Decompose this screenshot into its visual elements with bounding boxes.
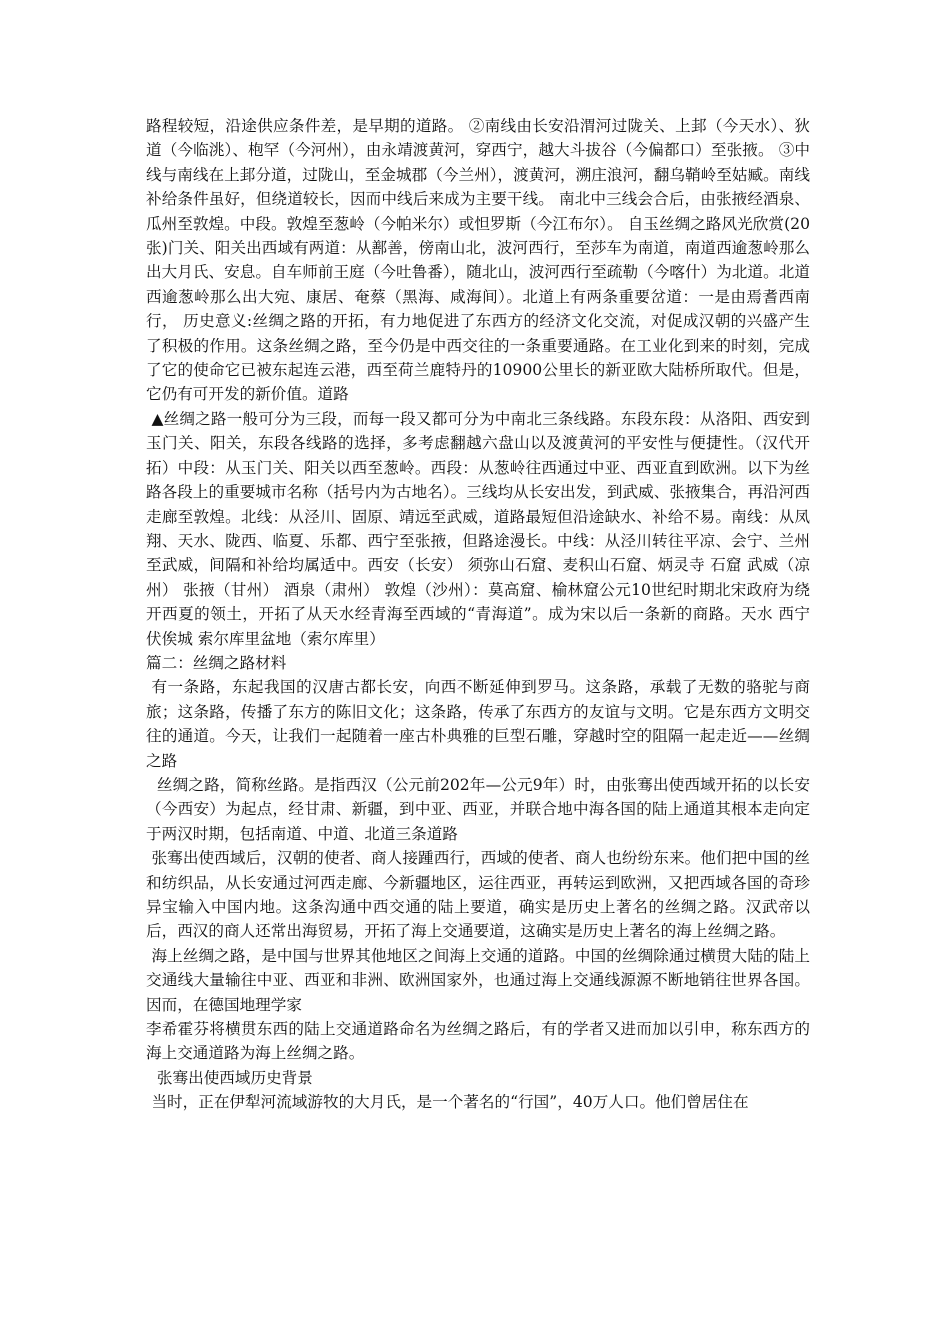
section-heading: 篇二：丝绸之路材料 (146, 653, 287, 672)
subheading: 张骞出使西域历史背景 (156, 1068, 313, 1087)
paragraph-8: 当时，正在伊犁河流域游牧的大月氏，是一个著名的“行国”，40万人口。他们曾居住在 (151, 1093, 749, 1112)
document-body (146, 114, 810, 1115)
paragraph-1: 路程较短，沿途供应条件差，是早期的道路。 ②南线由长安沿渭河过陇关、上邽（今天水）、狄道（今临洮）、枹罕（今河州），由永靖渡黄河，穿西宁，越大斗拔谷（今偏都口）至张掖。 ③中线与南线在上邽分道，过陇山，至金城郡（今兰州），渡黄河，溯庄浪河，翻乌鞘岭至姑臧。南线补给条件虽好，但绕道较长，因而中线后来成为主要干线。 南北中三线会合后，由张掖经酒泉、瓜州至敦煌。中段。敦煌至葱岭（今帕米尔）或怛罗斯（今江布尔）。 自玉丝绸之路风光欣赏(20张)门关、阳关出西域有两道：从鄯善，傍南山北，波河西行，至莎车为南道，南道西逾葱岭那么出大月氏、安息。自车师前王庭（今吐鲁番），随北山，波河西行至疏勒（今喀什）为北道。北道西逾葱岭那么出大宛、康居、奄蔡（黑海、咸海间）。北道上有两条重要岔道：一是由焉耆西南行， 历史意义:丝绸之路的开拓，有力地促进了东西方的经济文化交流，对促成汉朝的兴盛产生了积极的作用。这条丝绸之路，至今仍是中西交往的一条重要通路。在工业化到来的时刻，完成了它的使命它已被东起连云港，西至荷兰鹿特丹的10900公里长的新亚欧大陆桥所取代。但是，它仍有可开发的新价值。道路 (146, 117, 810, 404)
paragraph-3: 有一条路，东起我国的汉唐古都长安，向西不断延伸到罗马。这条路，承载了无数的骆驼与商旅；这条路，传播了东方的陈旧文化；这条路，传承了东西方的友谊与文明。它是东西方文明交往的通道。今天，让我们一起随着一座古朴典雅的巨型石雕，穿越时空的阻隔一起走近——丝绸之路 (146, 678, 810, 770)
paragraph-2: ▲丝绸之路一般可分为三段，而每一段又都可分为中南北三条线路。东段东段：从洛阳、西安到玉门关、阳关，东段各线路的选择，多考虑翻越六盘山以及渡黄河的平安性与便捷性。（汉代开拓）中段：从玉门关、阳关以西至葱岭。西段：从葱岭往西通过中亚、西亚直到欧洲。以下为丝路各段上的重要城市名称（括号内为古地名）。三线均从长安出发，到武威、张掖集合，再沿河西走廊至敦煌。北线：从泾川、固原、靖远至武威，道路最短但沿途缺水、补给不易。南线：从凤翔、天水、陇西、临夏、乐都、西宁至张掖，但路途漫长。中线：从泾川转往平凉、会宁、兰州至武威，间隔和补给均属适中。西安（长安） 须弥山石窟、麦积山石窟、炳灵寺 石窟 武威（凉州） 张掖（甘州） 酒泉（肃州） 敦煌（沙州）：莫高窟、榆林窟公元10世纪时期北宋政府为绕开西夏的领土，开拓了从天水经青海至西域的“青海道”。成为宋以后一条新的商路。天水 西宁 伏俟城 索尔库里盆地（索尔库里） (146, 409, 810, 648)
paragraph-4: 丝绸之路，简称丝路。是指西汉（公元前202年—公元9年）时，由张骞出使西域开拓的以长安（今西安）为起点，经甘肃、新疆，到中亚、西亚，并联合地中海各国的陆上通道其根本走向定于两汉时期，包括南道、中道、北道三条道路 (146, 775, 810, 843)
paragraph-5: 张骞出使西域后，汉朝的使者、商人接踵西行，西域的使者、商人也纷纷东来。他们把中国的丝和纺织品，从长安通过河西走廊、今新疆地区，运往西亚，再转运到欧洲，又把西域各国的奇珍异宝输入中国内地。这条沟通中西交通的陆上要道，确实是历史上著名的丝绸之路。汉武帝以后，西汉的商人还常出海贸易，开拓了海上交通要道，这确实是历史上著名的海上丝绸之路。 (146, 849, 810, 941)
paragraph-6: 海上丝绸之路，是中国与世界其他地区之间海上交通的道路。中国的丝绸除通过横贯大陆的陆上交通线大量输往中亚、西亚和非洲、欧洲国家外，也通过海上交通线源源不断地销往世界各国。因而，在德国地理学家 (146, 946, 810, 1014)
paragraph-7: 李希霍芬将横贯东西的陆上交通道路命名为丝绸之路后，有的学者又进而加以引申，称东西方的海上交通道路为海上丝绸之路。 (146, 1020, 810, 1063)
